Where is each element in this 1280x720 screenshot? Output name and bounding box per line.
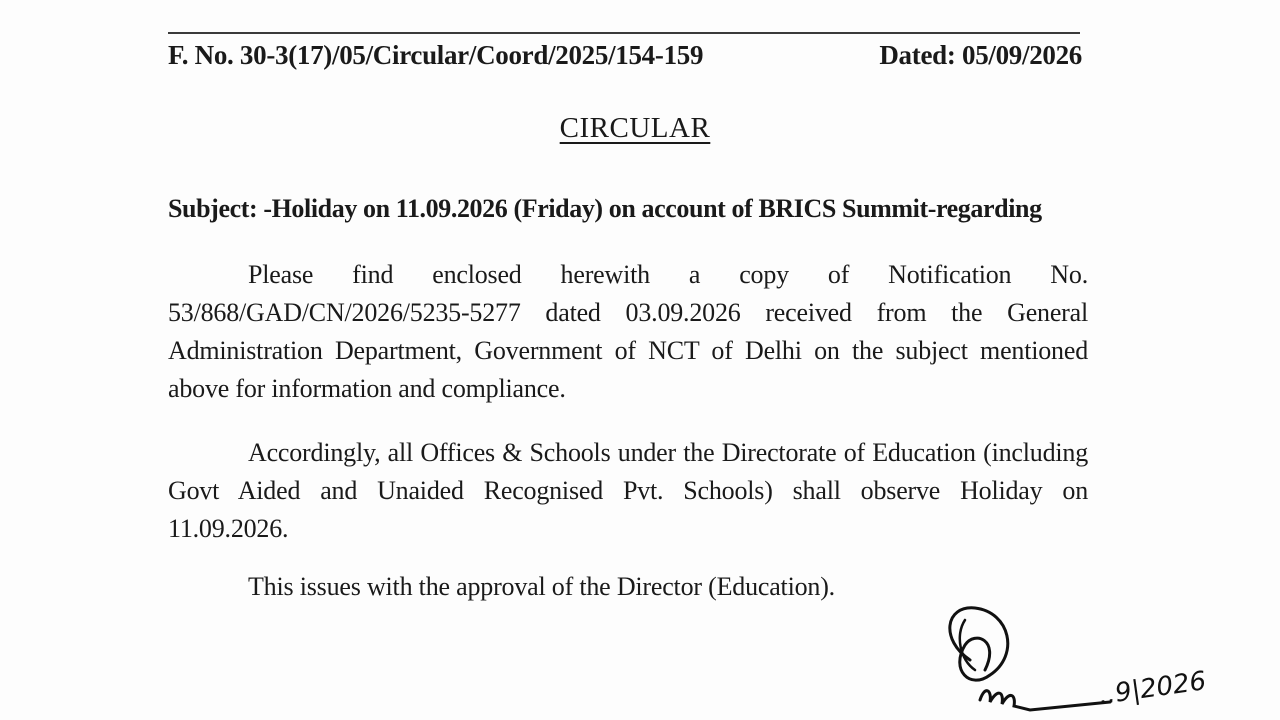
paragraph-line: 53/868/GAD/CN/2026/5235-5277 dated 03.09.2026 received from the General xyxy=(168,298,1088,327)
subject-line: Subject: -Holiday on 11.09.2026 (Friday) on account of BRICS Summit-regarding xyxy=(168,194,1042,223)
paragraph-line: 11.09.2026. xyxy=(168,514,289,543)
date-line: Dated: 05/09/2026 xyxy=(879,40,1082,70)
approval-line: This issues with the approval of the Director (Education). xyxy=(248,572,835,601)
circular-title: CIRCULAR xyxy=(559,112,711,144)
paragraph-line: Accordingly, all Offices & Schools under the Directorate of Education (including xyxy=(248,438,1088,467)
paragraph-holiday xyxy=(168,434,1088,548)
handwritten-signature xyxy=(930,600,1250,720)
paragraph-notification xyxy=(168,256,1088,408)
paragraph-line: Please find enclosed herewith a copy of Notification No. xyxy=(248,260,1088,289)
top-rule-divider xyxy=(168,32,1080,34)
signature-date: ..9|2026 xyxy=(1096,666,1208,711)
paragraph-line: Administration Department, Government of NCT of Delhi on the subject mentioned xyxy=(168,336,1088,365)
paragraph-line: Govt Aided and Unaided Recognised Pvt. Schools) shall observe Holiday on xyxy=(168,476,1088,505)
paragraph-line: above for information and compliance. xyxy=(168,374,566,403)
file-number: F. No. 30-3(17)/05/Circular/Coord/2025/154-159 xyxy=(168,40,704,70)
